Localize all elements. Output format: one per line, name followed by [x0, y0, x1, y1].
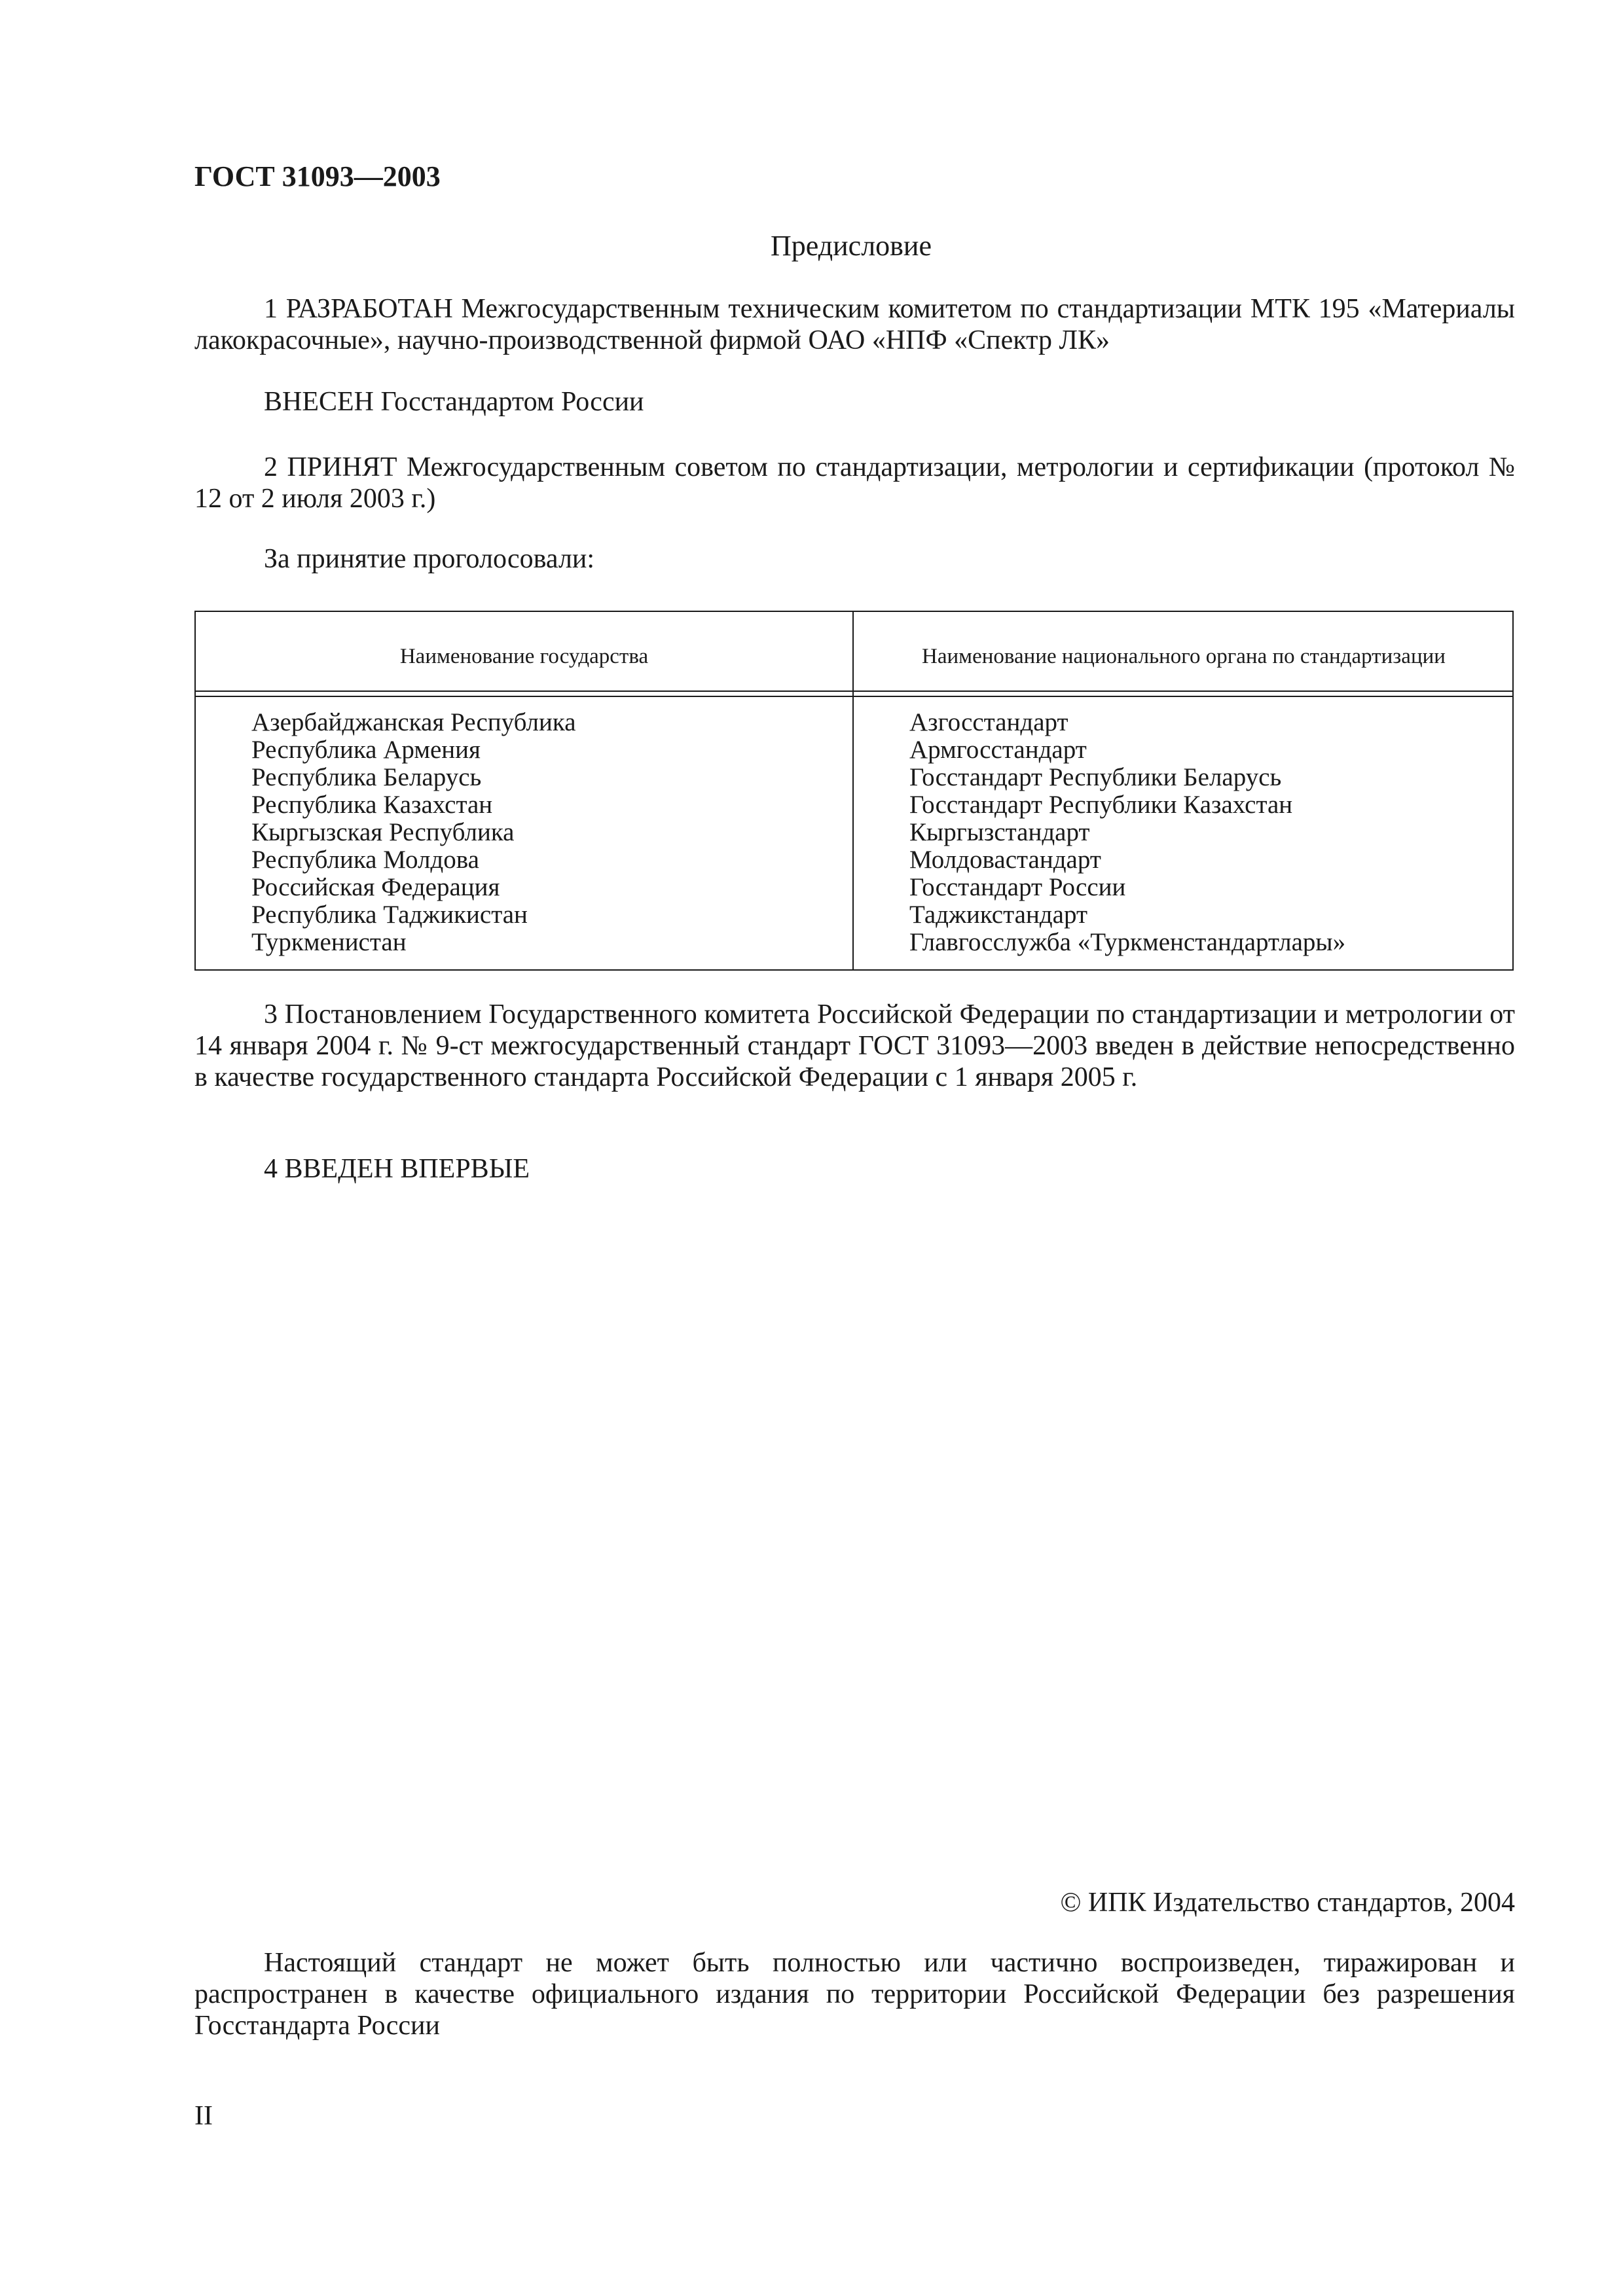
copyright-line: © ИПК Издательство стандартов, 2004	[1060, 1888, 1515, 1918]
table-column-bodies	[909, 709, 1345, 956]
paragraph-introduced: ВНЕСЕН Госстандартом России	[264, 387, 644, 417]
paragraph-resolution: 3 Постановлением Государственного комитета Российской Федерации по стандартизации и метрологии от 14 января 2004 г. № 9-ст межгосударственный стандарт ГОСТ 31093—2003 введен в действие непосредственно в качестве государственного стандарта Российской Федерации с 1 января 2005 г.	[194, 999, 1515, 1092]
table-cell-body: Госстандарт Республики Казахстан	[909, 791, 1293, 819]
table-column-states	[251, 709, 576, 956]
paragraph-developed: 1 РАЗРАБОТАН Межгосударственным техническим комитетом по стандартизации МТК 195 «Материалы лакокрасочные», научно-производственной фирмой ОАО «НПФ «Спектр ЛК»	[194, 294, 1515, 355]
document-header: ГОСТ 31093—2003	[194, 160, 441, 192]
page-number: II	[194, 2101, 213, 2131]
table-cell-state: Туркменистан	[251, 928, 407, 956]
table-cell-state: Российская Федерация	[251, 873, 500, 901]
table-header-rule	[196, 691, 1512, 692]
table-cell-state: Азербайджанская Республика	[251, 708, 576, 736]
table-cell-body: Госстандарт России	[909, 873, 1126, 901]
table-header-rule	[196, 696, 1512, 697]
table-cell-state: Республика Армения	[251, 736, 481, 764]
table-cell-state: Республика Таджикистан	[251, 901, 528, 929]
table-cell-body: Госстандарт Республики Беларусь	[909, 763, 1282, 791]
table-cell-body: Таджикстандарт	[909, 901, 1087, 929]
table-cell-state: Республика Беларусь	[251, 763, 482, 791]
table-cell-state: Республика Казахстан	[251, 791, 493, 819]
table-cell-state: Кыргызская Республика	[251, 818, 515, 846]
table-cell-body: Кыргызстандарт	[909, 818, 1090, 846]
preface-title: Предисловие	[771, 230, 932, 262]
table-header-body: Наименование национального органа по стандартизации	[922, 645, 1446, 668]
table-cell-body: Молдовастандарт	[909, 846, 1101, 874]
table-cell-body: Главгосслужба «Туркменстандартлары»	[909, 928, 1346, 956]
reproduction-notice: Настоящий стандарт не может быть полностью или частично воспроизведен, тиражирован и распространен в качестве официального издания по территории Российской Федерации без разрешения Госстандарта России	[194, 1948, 1515, 2041]
voting-table	[194, 611, 1514, 971]
table-cell-body: Армгосстандарт	[909, 736, 1087, 764]
paragraph-adopted: 2 ПРИНЯТ Межгосударственным советом по стандартизации, метрологии и сертификации (протокол № 12 от 2 июля 2003 г.)	[194, 452, 1515, 514]
table-cell-body: Азгосстандарт	[909, 708, 1068, 736]
table-cell-state: Республика Молдова	[251, 846, 479, 874]
paragraph-first-introduced: 4 ВВЕДЕН ВПЕРВЫЕ	[264, 1154, 530, 1184]
table-header-state: Наименование государства	[399, 645, 649, 668]
paragraph-voted: За принятие проголосовали:	[264, 544, 595, 574]
